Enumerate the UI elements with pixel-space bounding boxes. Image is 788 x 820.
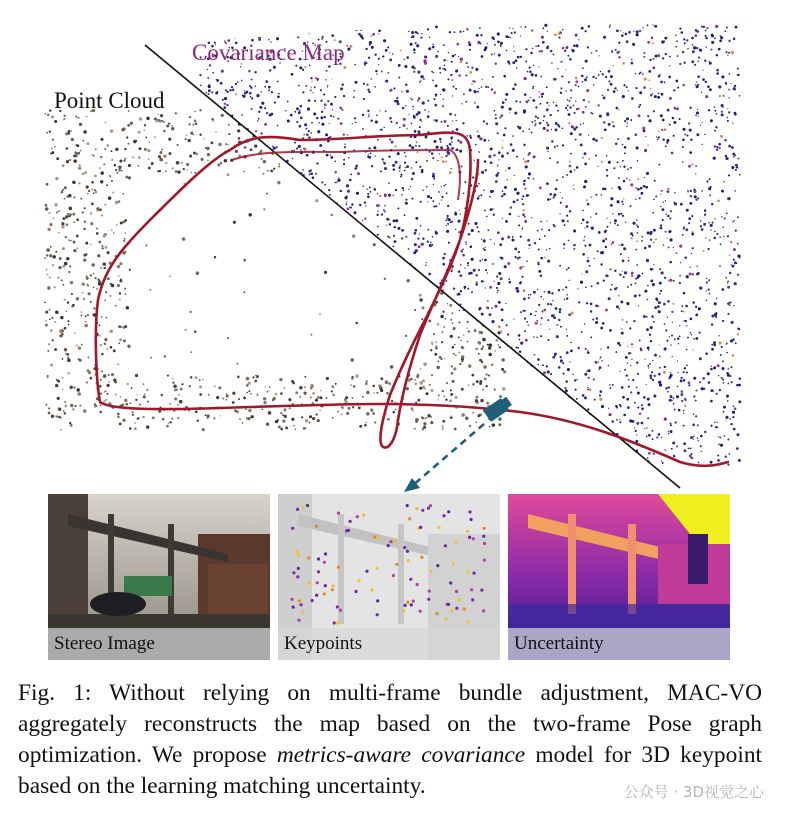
uncertainty-caption: Uncertainty xyxy=(508,628,730,660)
keypoints-caption: Keypoints xyxy=(278,628,500,660)
divider-line xyxy=(145,45,680,488)
point-cloud xyxy=(44,109,507,432)
caption-emphasis: metrics-aware covariance xyxy=(276,742,526,768)
uncertainty-panel xyxy=(508,494,730,660)
covariance-map-label: Covariance Map xyxy=(192,40,345,65)
watermark: 公众号 · 3D视觉之心 xyxy=(623,783,764,801)
camera-icon xyxy=(483,395,513,422)
point-cloud-label: Point Cloud xyxy=(54,88,165,113)
stereo-image-caption: Stereo Image xyxy=(48,628,270,660)
dashed-arrow-icon xyxy=(404,424,484,492)
keypoints-panel xyxy=(278,494,500,660)
caption-suffix: model for 3D keypoint based on the learning matching uncertainty. xyxy=(18,742,763,799)
trajectory-inner xyxy=(232,150,460,200)
covariance-map xyxy=(199,24,741,466)
stereo-image-panel xyxy=(48,494,270,660)
trajectory-line xyxy=(96,133,728,466)
caption-prefix: Fig. 1: Without relying on multi-frame bundle adjustment, MAC-VO aggregately reconstructs the map based on the two-frame Pose graph optimization. We propose xyxy=(18,680,762,768)
